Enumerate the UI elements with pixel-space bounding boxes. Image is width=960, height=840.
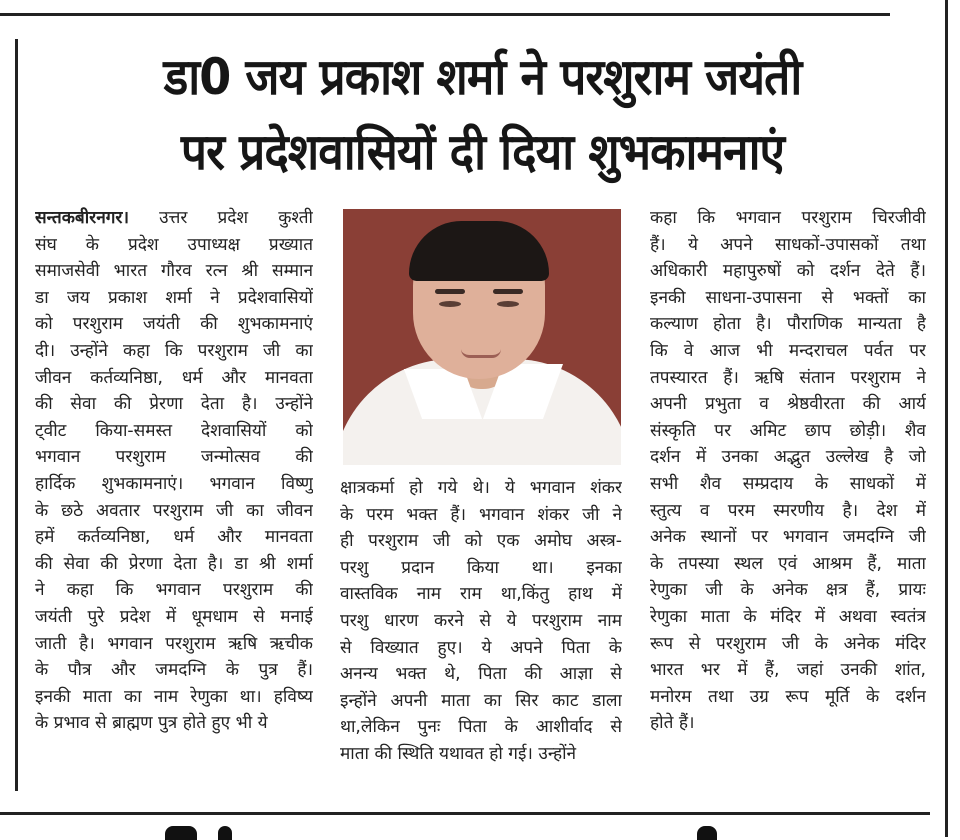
article-line: हैं। ये अपने साधकों-उपासकों तथा [650,234,926,255]
photo-brow-right [493,289,523,294]
article-line: को परशुराम जयंती की शुभकामनाएं [35,314,313,335]
article-line: हार्दिक शुभकामनाएं। भगवान विष्णु [35,473,313,494]
article-line: के प्रभाव से ब्राह्मण पुत्र होते हुए भी ये [35,713,268,734]
article-line: अनेक स्थानों पर भगवान जमदग्नि जी [650,527,926,548]
article-line: हमें कर्तव्यनिष्ठा, धर्म और मानवता [35,527,313,548]
article-line: ही परशुराम जी को एक अमोघ अस्त्र- [340,531,622,552]
article-line: रेणुका माता के मंदिर में अथवा स्वतंत्र [650,606,926,627]
article-line: रूप से परशुराम जी के अनेक मंदिर [650,633,926,654]
article-line: के परम भक्त हैं। भगवान शंकर जी ने [340,504,622,525]
article-line: के पौत्र और जमदग्नि के पुत्र हैं। [35,660,313,681]
article-column-left [35,205,313,737]
article-line: के तपस्या स्थल एवं आश्रम हैं, माता [650,553,926,574]
article-line-text: उत्तर प्रदेश कुश्ती [128,208,313,228]
article-line: ने कहा कि भगवान परशुराम की [35,580,313,601]
article-line: इनकी साधना-उपासना से भक्तों का [650,287,926,308]
article-line: समाजसेवी भारत गौरव रत्न श्री सम्मान [35,261,313,282]
article-line: स्तुत्य व परम स्मरणीय है। देश में [650,500,926,521]
article-line: परशु धारण करने से ये परशुराम नाम [340,610,622,631]
dateline: सन्तकबीरनगर। [35,208,129,228]
article-line: सभी शैव सम्प्रदाय के साधकों में [650,473,926,494]
article-line: कहा कि भगवान परशुराम चिरजीवी [650,208,926,228]
article-line: की सेवा की प्रेरणा देता है। डा श्री शर्मा [35,553,313,574]
photo-brow-left [435,289,465,294]
right-border-rule [945,0,948,837]
article-line: अनन्य भक्त थे, पिता की आज्ञा से [340,664,622,685]
article-line: क्षात्रकर्मा हो गये थे। ये भगवान शंकर [340,478,622,498]
article-line: माता की स्थिति यथावत हो गई। उन्होंने [340,743,577,764]
cut-off-next-headline-glyph [165,826,197,840]
portrait-photo [343,209,621,465]
article-line: कि वे आज भी मन्दराचल पर्वत पर [650,340,926,361]
headline [66,40,899,190]
cut-off-next-headline-glyph [697,826,717,840]
article-line: संस्कृति पर अमिट छाप छोड़ी। शैव [650,420,926,441]
cut-off-next-headline-glyph [218,826,232,840]
article-line: दी। उन्होंने कहा कि परशुराम जी का [35,340,313,361]
article-line: डा जय प्रकाश शर्मा ने प्रदेशवासियों [35,287,313,308]
article-line: संघ के प्रदेश उपाध्यक्ष प्रख्यात [35,234,313,255]
article-line [35,205,313,232]
article-line: होते हैं। [650,713,695,734]
article-line: जीवन कर्तव्यनिष्ठा, धर्म और मानवता [35,367,313,388]
article-line: इन्होंने अपनी माता का सिर काट डाला [340,690,622,711]
photo-mouth [461,349,501,358]
article-line: रेणुका जी के अनेक क्षत्र हैं, प्रायः [650,580,926,601]
article-line: जाती है। भगवान परशुराम ऋषि ऋचीक [35,633,313,654]
article-line: के छठे अवतार परशुराम जी का जीवन [35,500,313,521]
article-line: अपनी प्रभुता व श्रेष्ठवीरता की आर्य [650,394,926,415]
bottom-rule [0,812,930,815]
article-line: से विख्यात हुए। ये अपने पिता के [340,637,622,658]
photo-eye-right [497,301,519,307]
article-column-middle [340,475,622,768]
article-line: वास्तविक नाम राम था,किंतु हाथ में [340,584,622,605]
article-line: अधिकारी महापुरुषों को दर्शन देते हैं। [650,261,926,282]
left-border-rule [15,39,18,791]
article-line: तपस्यारत हैं। ऋषि संतान परशुराम ने [650,367,926,388]
article-line: भगवान परशुराम जन्मोत्सव की [35,447,313,468]
article-column-right [650,205,926,737]
headline-line-2: पर प्रदेशवासियों दी दिया शुभकामनाएं [180,123,785,181]
article-line: इनकी माता का नाम रेणुका था। हविष्य [35,686,313,707]
article-line: ट्वीट किया-समस्त देशवासियों को [35,420,313,441]
headline-line-1: डा0 जय प्रकाश शर्मा ने परशुराम जयंती [163,48,802,106]
article-line: परशु प्रदान किया था। इनका [340,557,622,578]
top-rule [0,13,890,16]
photo-hair [409,221,549,281]
article-line: मनोरम तथा उग्र रूप मूर्ति के दर्शन [650,686,926,707]
article-line: जयंती पुरे प्रदेश में धूमधाम से मनाई [35,606,313,627]
article-line: था,लेकिन पुनः पिता के आशीर्वाद से [340,717,622,738]
article-line: की सेवा की प्रेरणा देता है। उन्होंने [35,394,313,415]
photo-eye-left [439,301,461,307]
article-line: कल्याण होता है। पौराणिक मान्यता है [650,314,926,335]
article-line: दर्शन में उनका अद्भुत उल्लेख है जो [650,447,926,468]
article-line: भारत भर में हैं, जहां उनकी शांत, [650,660,926,681]
